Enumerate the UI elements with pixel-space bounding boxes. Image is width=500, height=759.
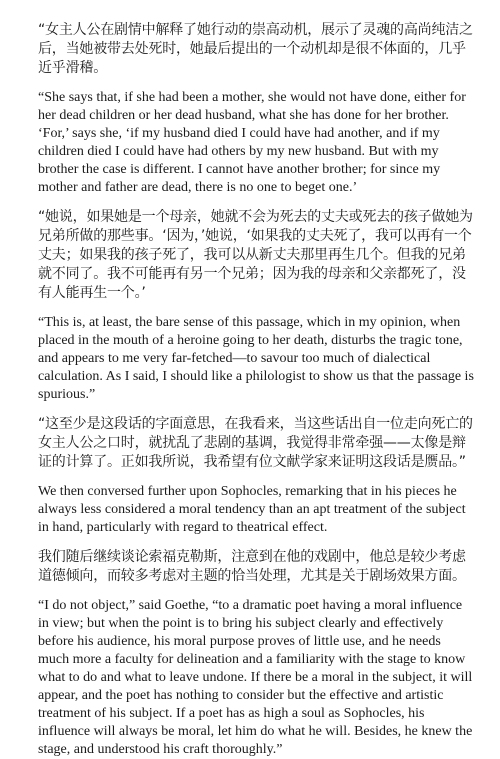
paragraph-zh-mother-brother-quote: “她说，如果她是一个母亲，她就不会为死去的丈夫或死去的孩子做她为兄弟所做的那些事。‘因为，’她说，‘如果我的丈夫死了，我可以再有一个丈夫；如果我的孩子死了，我可以从新丈夫那里再生几个。但我的兄弟就不同了。我不可能再有另一个兄弟；因为我的母亲和父亲都死了，没有人能再生一个。’	[38, 209, 473, 301]
paragraph-en-bare-sense: “This is, at least, the bare sense of this passage, which in my opinion, when placed in the mouth of a heroine going to her death, disturbs the tragic tone, and appears to me very far-fetched—to savour too much of dialectical calculation. As I said, I should like a philologist to show us that the passage is spurious.”	[38, 315, 474, 402]
paragraph-en-sophocles: We then conversed further upon Sophocles, remarking that in his pieces he always less considered a moral tendency than an apt treatment of the subject in hand, particularly with regard to theatrical effect.	[38, 484, 466, 535]
paragraph-zh-bare-sense: “这至少是这段话的字面意思，在我看来，当这些话出自一位走向死亡的 女主人公之口时，就扰乱了悲剧的基调，我觉得非常牵强——太像是辩证的计算了。正如我所说，我希望有位文献学家来证明这段话是赝品。”	[38, 416, 473, 470]
paragraph-en-goethe-quote: “I do not object,” said Goethe, “to a dramatic poet having a moral influence in view; but when the point is to bring his subject clearly and effectively before his audience, his moral purpose proves of little use, and he needs much more a faculty for delineation and a familiarity with the stage to know what to do and what to leave undone. If there be a moral in the subject, it will appear, and the poet has nothing to consider but the effective and artistic treatment of his subject. If a poet has as high a soul as Sophocles, his influence will always be moral, let him do what he will. Besides, he knew the stage, and understood his craft thoroughly.”	[38, 598, 473, 757]
paragraph-zh-heroine-motive: “女主人公在剧情中解释了她行动的崇高动机，展示了灵魂的高尚纯洁之后，当她被带去处死时，她最后提出的一个动机却是很不体面的，几乎近乎滑稽。	[38, 22, 473, 76]
paragraph-zh-sophocles: 我们随后继续谈论索福克勒斯，注意到在他的戏剧中，他总是较少考虑道德倾向，而较多考虑对主题的恰当处理，尤其是关于剧场效果方面。	[38, 549, 466, 584]
paragraph-en-mother-brother-quote: “She says that, if she had been a mother, she would not have done, either for her dead children or her dead husband, what she has done for her brother. ‘For,’ says she, ‘if my husband died I could have had another, and if my children died I could have had others by my new husband. But with my brother the case is different. I cannot have another brother; for since my mother and father are dead, there is no one to beget one.’	[38, 90, 466, 195]
